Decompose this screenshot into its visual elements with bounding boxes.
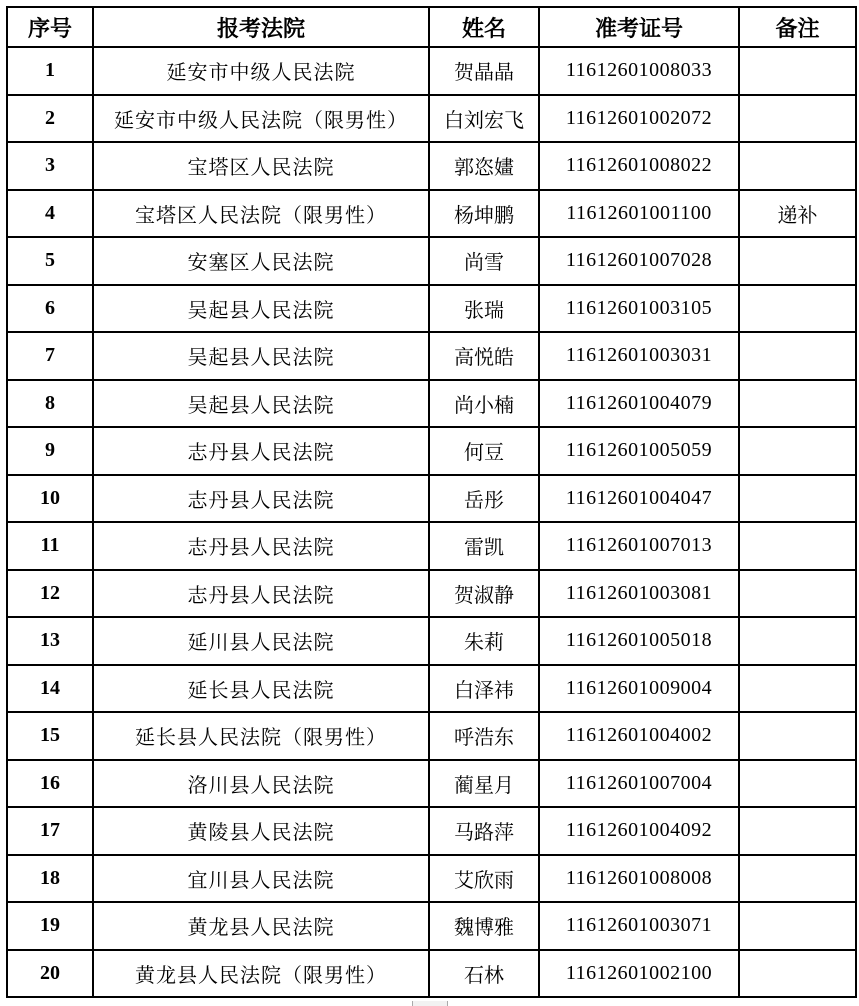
cell-no: 1 [7, 47, 93, 95]
cell-no: 16 [7, 760, 93, 808]
cell-no: 6 [7, 285, 93, 333]
cell-remark [739, 427, 856, 475]
cell-court: 吴起县人民法院 [93, 285, 429, 333]
cell-ticket: 11612601002100 [539, 950, 739, 998]
cell-no: 2 [7, 95, 93, 143]
cell-name: 白泽祎 [429, 665, 539, 713]
cell-court: 延安市中级人民法院（限男性） [93, 95, 429, 143]
cell-remark [739, 950, 856, 998]
cell-name: 何豆 [429, 427, 539, 475]
table-row [7, 950, 856, 998]
cell-remark [739, 475, 856, 523]
cell-ticket: 11612601007013 [539, 522, 739, 570]
cell-court: 吴起县人民法院 [93, 380, 429, 428]
cell-court: 志丹县人民法院 [93, 522, 429, 570]
cell-remark [739, 902, 856, 950]
table-row [7, 807, 856, 855]
cell-no: 7 [7, 332, 93, 380]
cell-no: 4 [7, 190, 93, 238]
cell-name: 魏博雅 [429, 902, 539, 950]
cell-remark [739, 380, 856, 428]
cell-court: 洛川县人民法院 [93, 760, 429, 808]
cell-remark [739, 142, 856, 190]
cell-no: 8 [7, 380, 93, 428]
cell-name: 尚雪 [429, 237, 539, 285]
cell-court: 黄陵县人民法院 [93, 807, 429, 855]
cell-court: 延安市中级人民法院 [93, 47, 429, 95]
cell-no: 19 [7, 902, 93, 950]
table-row [7, 95, 856, 143]
cell-no: 13 [7, 617, 93, 665]
cell-ticket: 11612601007028 [539, 237, 739, 285]
cell-ticket: 11612601007004 [539, 760, 739, 808]
cell-name: 郭恣嫿 [429, 142, 539, 190]
cell-remark [739, 522, 856, 570]
cell-name: 高悦皓 [429, 332, 539, 380]
table-row [7, 332, 856, 380]
cell-name: 张瑞 [429, 285, 539, 333]
cell-no: 18 [7, 855, 93, 903]
cell-no: 10 [7, 475, 93, 523]
header-court: 报考法院 [93, 7, 429, 47]
table-row [7, 285, 856, 333]
cell-no: 5 [7, 237, 93, 285]
cell-no: 9 [7, 427, 93, 475]
cell-court: 宝塔区人民法院（限男性） [93, 190, 429, 238]
cell-remark [739, 855, 856, 903]
bottom-edge-artifact [412, 1001, 448, 1006]
table-row [7, 190, 856, 238]
cell-court: 延长县人民法院 [93, 665, 429, 713]
cell-court: 延川县人民法院 [93, 617, 429, 665]
cell-court: 志丹县人民法院 [93, 570, 429, 618]
table-row [7, 617, 856, 665]
table-row [7, 47, 856, 95]
cell-remark [739, 617, 856, 665]
cell-ticket: 11612601005059 [539, 427, 739, 475]
cell-ticket: 11612601004002 [539, 712, 739, 760]
cell-remark [739, 95, 856, 143]
table-row [7, 855, 856, 903]
cell-remark [739, 237, 856, 285]
cell-name: 贺淑静 [429, 570, 539, 618]
exam-roster-table [6, 6, 857, 998]
cell-court: 延长县人民法院（限男性） [93, 712, 429, 760]
cell-ticket: 11612601001100 [539, 190, 739, 238]
cell-no: 15 [7, 712, 93, 760]
cell-ticket: 11612601004092 [539, 807, 739, 855]
table-row [7, 427, 856, 475]
cell-ticket: 11612601003031 [539, 332, 739, 380]
table-row [7, 902, 856, 950]
table-row [7, 475, 856, 523]
cell-remark [739, 665, 856, 713]
cell-no: 12 [7, 570, 93, 618]
cell-ticket: 11612601003105 [539, 285, 739, 333]
cell-court: 黄龙县人民法院（限男性） [93, 950, 429, 998]
cell-name: 蔺星月 [429, 760, 539, 808]
cell-court: 志丹县人民法院 [93, 475, 429, 523]
cell-remark [739, 285, 856, 333]
cell-name: 雷凯 [429, 522, 539, 570]
cell-remark [739, 332, 856, 380]
cell-remark [739, 807, 856, 855]
cell-court: 安塞区人民法院 [93, 237, 429, 285]
cell-court: 志丹县人民法院 [93, 427, 429, 475]
table-row [7, 760, 856, 808]
header-no: 序号 [7, 7, 93, 47]
cell-court: 宜川县人民法院 [93, 855, 429, 903]
cell-remark [739, 760, 856, 808]
cell-no: 17 [7, 807, 93, 855]
table-body [7, 47, 856, 997]
header-row [7, 7, 856, 47]
cell-name: 尚小楠 [429, 380, 539, 428]
cell-ticket: 11612601008022 [539, 142, 739, 190]
cell-no: 11 [7, 522, 93, 570]
table-row [7, 665, 856, 713]
cell-name: 呼浩东 [429, 712, 539, 760]
cell-name: 岳彤 [429, 475, 539, 523]
cell-ticket: 11612601005018 [539, 617, 739, 665]
cell-name: 艾欣雨 [429, 855, 539, 903]
header-name: 姓名 [429, 7, 539, 47]
header-remark: 备注 [739, 7, 856, 47]
table-row [7, 142, 856, 190]
cell-ticket: 11612601008033 [539, 47, 739, 95]
cell-ticket: 11612601008008 [539, 855, 739, 903]
cell-no: 20 [7, 950, 93, 998]
cell-court: 黄龙县人民法院 [93, 902, 429, 950]
cell-remark [739, 47, 856, 95]
cell-name: 石林 [429, 950, 539, 998]
cell-name: 贺晶晶 [429, 47, 539, 95]
table-row [7, 570, 856, 618]
cell-ticket: 11612601004047 [539, 475, 739, 523]
cell-name: 白刘宏飞 [429, 95, 539, 143]
cell-name: 朱莉 [429, 617, 539, 665]
cell-ticket: 11612601003071 [539, 902, 739, 950]
table-row [7, 712, 856, 760]
table-row [7, 522, 856, 570]
cell-name: 马路萍 [429, 807, 539, 855]
cell-no: 3 [7, 142, 93, 190]
cell-ticket: 11612601003081 [539, 570, 739, 618]
cell-remark [739, 712, 856, 760]
cell-ticket: 11612601004079 [539, 380, 739, 428]
cell-name: 杨坤鹏 [429, 190, 539, 238]
table-row [7, 237, 856, 285]
cell-court: 宝塔区人民法院 [93, 142, 429, 190]
cell-remark [739, 570, 856, 618]
header-ticket: 准考证号 [539, 7, 739, 47]
cell-court: 吴起县人民法院 [93, 332, 429, 380]
cell-remark: 递补 [739, 190, 856, 238]
cell-ticket: 11612601002072 [539, 95, 739, 143]
cell-ticket: 11612601009004 [539, 665, 739, 713]
cell-no: 14 [7, 665, 93, 713]
table-row [7, 380, 856, 428]
